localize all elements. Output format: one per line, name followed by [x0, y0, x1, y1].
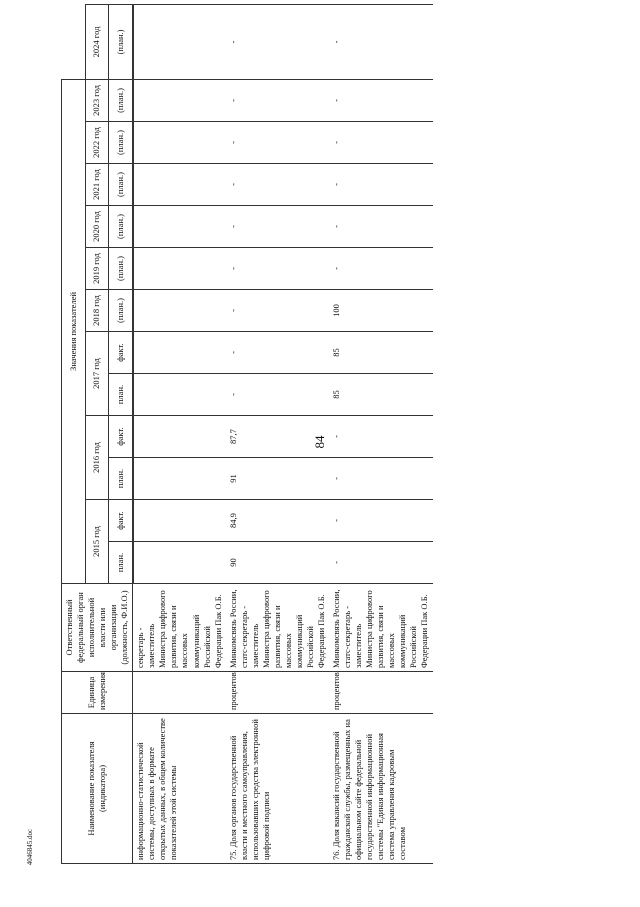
header-plan-2020: (план.)	[109, 206, 133, 248]
header-plan-2015: план.	[109, 542, 133, 584]
value-cell	[133, 122, 226, 164]
indicators-table	[61, 4, 433, 864]
header-indicator-name: Наименование показателя (индикатора)	[62, 714, 133, 864]
value-cell: -	[329, 416, 432, 458]
unit-cell: процентов	[226, 672, 329, 714]
header-plan-2022: (план.)	[109, 122, 133, 164]
value-cell: -	[226, 248, 329, 290]
header-responsible: Ответственный федеральный орган исполнительной власти или организации (должность, Ф.И.О.)	[62, 584, 133, 672]
header-values-group: Значения показателей	[62, 79, 86, 583]
value-cell: -	[329, 248, 432, 290]
table-row	[226, 5, 329, 864]
header-year-2018: 2018 год	[85, 290, 109, 332]
header-plan-2019: (план.)	[109, 248, 133, 290]
responsible-cell: Минкомсвязь России, статс-секретарь - заместитель Министра цифрового развития, связи и массовых коммуникаций Российской Федерации Пак О.Б.	[329, 584, 432, 672]
value-cell: -	[226, 79, 329, 121]
value-cell: -	[226, 5, 329, 80]
header-plan-2018: (план.)	[109, 290, 133, 332]
unit-cell	[133, 672, 226, 714]
value-cell: -	[226, 206, 329, 248]
value-cell	[133, 79, 226, 121]
value-cell: -	[226, 290, 329, 332]
indicator-name-cell	[133, 714, 226, 864]
value-cell	[133, 416, 226, 458]
header-year-2021: 2021 год	[85, 164, 109, 206]
header-year-2016: 2016 год	[85, 416, 109, 500]
header-year-2019: 2019 год	[85, 248, 109, 290]
document-code: 4046845.doc	[26, 828, 34, 866]
value-cell: -	[226, 332, 329, 374]
value-cell: -	[226, 374, 329, 416]
value-cell: 91	[226, 458, 329, 500]
header-plan-2016: план.	[109, 458, 133, 500]
indicator-name: Доля вакансий государственной гражданской службы, размещенных на официальном сайте федеральной государственной информационной системы "Единая информационная система управления кадровым составом	[331, 719, 408, 860]
value-cell: 87,7	[226, 416, 329, 458]
indicator-name-cell	[226, 714, 329, 864]
value-cell: -	[329, 122, 432, 164]
header-plan-2024: (план.)	[109, 5, 133, 80]
value-cell: -	[329, 500, 432, 542]
value-cell	[133, 500, 226, 542]
responsible-cell: секретарь - заместитель Министра цифрового развития, связи и массовых коммуникаций Российской Федерации Пак О.Б.	[133, 584, 226, 672]
header-year-2015: 2015 год	[85, 500, 109, 584]
header-unit: Единица измерения	[62, 672, 133, 714]
value-cell: 85	[329, 374, 432, 416]
value-cell	[133, 290, 226, 332]
header-year-2020: 2020 год	[85, 206, 109, 248]
value-cell	[133, 248, 226, 290]
value-cell: -	[329, 79, 432, 121]
value-cell: -	[329, 5, 432, 80]
value-cell	[133, 164, 226, 206]
value-cell: -	[329, 458, 432, 500]
indicator-name: информационно-статистической системы, доступных в формате открытых данных, в общем количестве показателей этой системы	[135, 718, 179, 860]
value-cell	[133, 458, 226, 500]
responsible-cell: Минкомсвязь России, статс-секретарь - заместитель Министра цифрового развития, связи и массовых коммуникаций Российской Федерации Пак О.Б.	[226, 584, 329, 672]
value-cell	[133, 332, 226, 374]
header-fact-2017: факт.	[109, 332, 133, 374]
value-cell	[133, 374, 226, 416]
header-fact-2016: факт.	[109, 416, 133, 458]
indicator-name-cell	[329, 714, 432, 864]
header-year-2017: 2017 год	[85, 332, 109, 416]
row-number: 75.	[227, 849, 238, 860]
value-cell: 100	[329, 290, 432, 332]
header-plan-2021: (план.)	[109, 164, 133, 206]
value-cell: 85	[329, 332, 432, 374]
value-cell	[133, 542, 226, 584]
rotated-table-container	[61, 4, 551, 864]
header-year-2023: 2023 год	[85, 79, 109, 121]
value-cell: -	[226, 122, 329, 164]
indicator-name: Доля органов государственной власти и местного самоуправления, использовавших средства электронной цифровой подписи	[227, 719, 271, 860]
value-cell: -	[226, 164, 329, 206]
page-number: 84	[312, 435, 327, 449]
value-cell: -	[329, 164, 432, 206]
value-cell	[133, 206, 226, 248]
table-row	[329, 5, 432, 864]
header-year-2022: 2022 год	[85, 122, 109, 164]
value-cell: -	[329, 206, 432, 248]
header-plan-2023: (план.)	[109, 79, 133, 121]
value-cell: 90	[226, 542, 329, 584]
header-year-2024: 2024 год	[85, 5, 109, 80]
unit-cell: процентов	[329, 672, 432, 714]
table-row	[133, 5, 226, 864]
value-cell	[133, 5, 226, 80]
row-number: 76.	[331, 849, 342, 860]
header-fact-2015: факт.	[109, 500, 133, 542]
header-plan-2017: план.	[109, 374, 133, 416]
value-cell: -	[329, 542, 432, 584]
value-cell: 84,9	[226, 500, 329, 542]
